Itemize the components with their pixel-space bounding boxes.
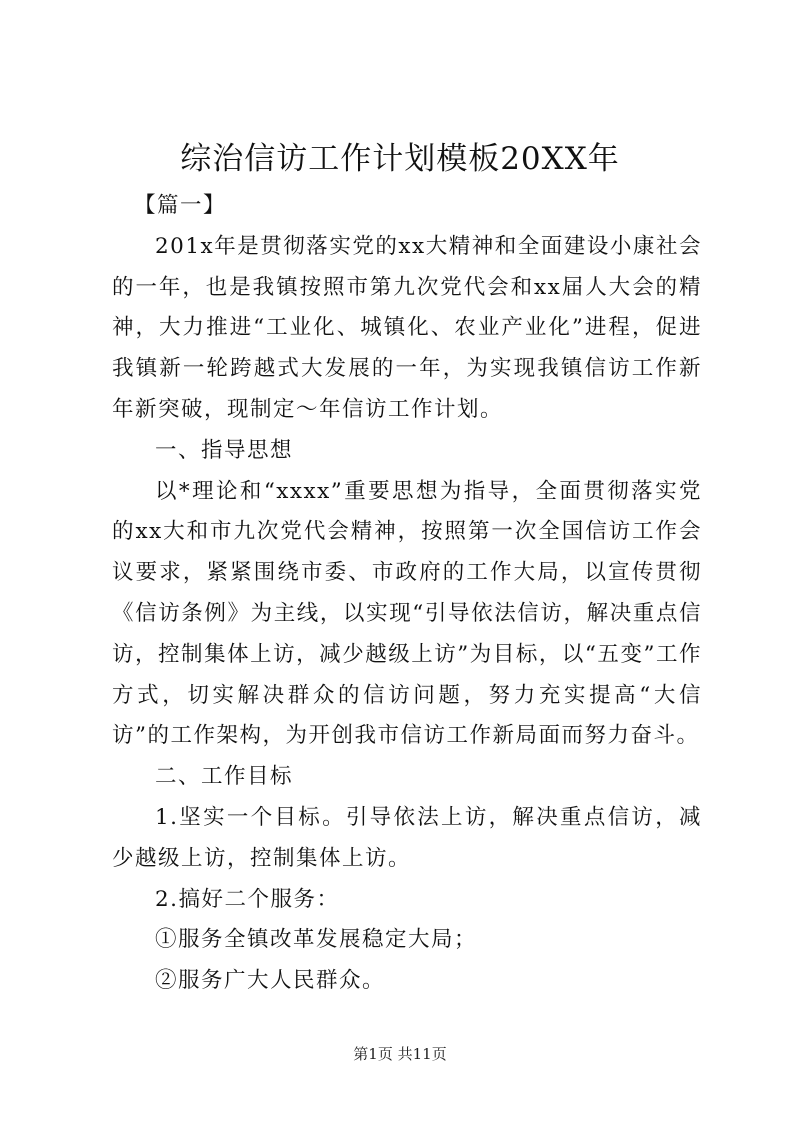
heading-guiding-thought: 一、指导思想 — [155, 437, 294, 463]
guiding-thought-paragraph: 以*理论和“xxxx”重要思想为指导，全面贯彻落实党的xx大和市九次党代会精神，按照第一次全国信访工作会议要求，紧紧围绕市委、市政府的工作大局，以宣传贯彻《信访条例》为主线，以实现“引导依法信访，解决重点信访，控制集体上访，减少越级上访”为目标，以“五变”工作方式，切实解决群众的信访问题，努力充实提高“大信访”的工作架构，为开创我市信访工作新局面而努力奋斗。 — [112, 478, 702, 749]
section-tag: 【篇一】 — [134, 193, 227, 218]
goal-item-1: 1.坚实一个目标。引导依法上访，解决重点信访，减少越级上访，控制集体上访。 — [112, 804, 702, 871]
goal-item-2: 2.搞好二个服务： — [155, 886, 340, 912]
document-title: 综治信访工作计划模板20XX年 — [180, 141, 620, 177]
intro-paragraph: 201x年是贯彻落实党的xx大精神和全面建设小康社会的一年，也是我镇按照市第九次党代会和xx届人大会的精神，大力推进“工业化、城镇化、农业产业化”进程，促进我镇新一轮跨越式大发展的一年，为实现我镇信访工作新年新突破，现制定～年信访工作计划。 — [112, 233, 702, 422]
service-item-2: ②服务广大人民群众。 — [155, 968, 386, 994]
document-body — [112, 186, 702, 1002]
page-number-footer: 第1页 共11页 — [353, 1045, 447, 1063]
heading-work-goals: 二、工作目标 — [155, 764, 294, 790]
service-item-1: ①服务全镇改革发展稳定大局； — [155, 927, 478, 953]
